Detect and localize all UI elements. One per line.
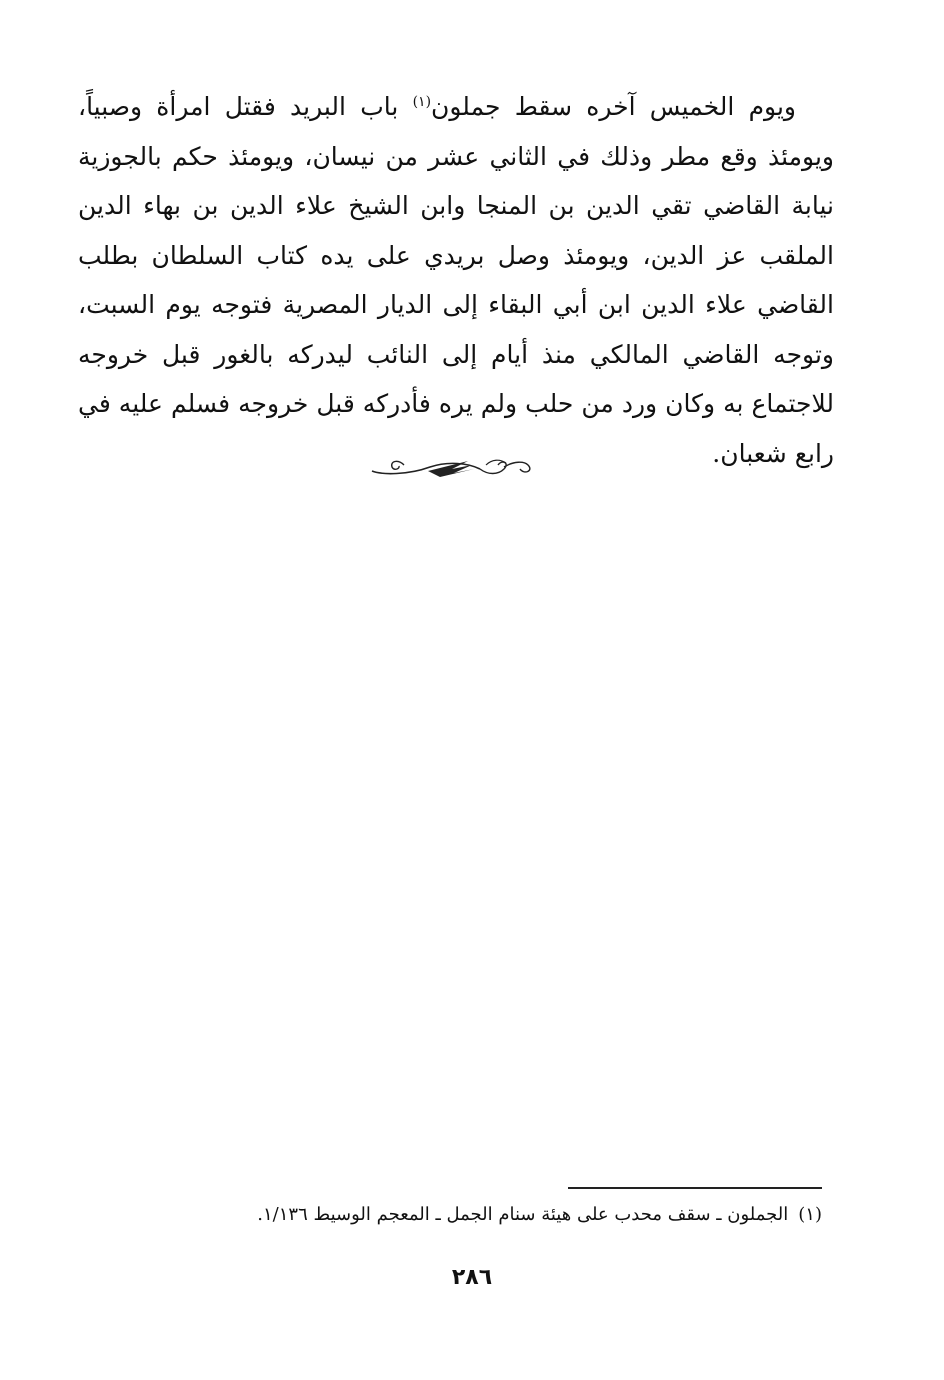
main-text bbox=[78, 82, 834, 478]
text-line-1 bbox=[78, 82, 834, 132]
footnote-text: الجملون ـ سقف محدب على هيئة سنام الجمل ـ المعجم الوسيط ١/١٣٦. bbox=[257, 1204, 789, 1225]
page-number: ٢٨٦ bbox=[451, 1265, 493, 1290]
text-line-5: القاضي علاء الدين ابن أبي البقاء إلى الديار المصرية فتوجه يوم السبت، bbox=[78, 290, 834, 319]
text-line-2: ويومئذ وقع مطر وذلك في الثاني عشر من نيسان، ويومئذ حكم بالجوزية bbox=[78, 141, 834, 171]
text-line-3: نيابة القاضي تقي الدين بن المنجا وابن الشيخ علاء الدين بن بهاء الدين bbox=[78, 191, 834, 220]
footnote bbox=[122, 1200, 822, 1230]
text-line-4: الملقب عز الدين، ويومئذ وصل بريدي على يده كتاب السلطان بطلب bbox=[78, 240, 834, 270]
text-line-6: وتوجه القاضي المالكي منذ أيام إلى النائب ليدركه بالغور قبل خروجه bbox=[78, 339, 834, 369]
line-1-part-a: ويوم الخميس آخره سقط جملون bbox=[431, 92, 797, 121]
line-1-part-b: باب البريد فقتل امرأة وصبياً، bbox=[78, 92, 413, 121]
ornament-flourish-icon bbox=[368, 453, 540, 483]
footnote-divider bbox=[568, 1187, 822, 1189]
footnote-marker: (١) bbox=[412, 94, 432, 110]
text-line-7: للاجتماع به وكان ورد من حلب ولم يره فأدركه قبل خروجه فسلم عليه في bbox=[78, 389, 835, 418]
footnote-number: (١) bbox=[798, 1204, 822, 1225]
text-line-8: رابع شعبان. bbox=[712, 438, 834, 468]
